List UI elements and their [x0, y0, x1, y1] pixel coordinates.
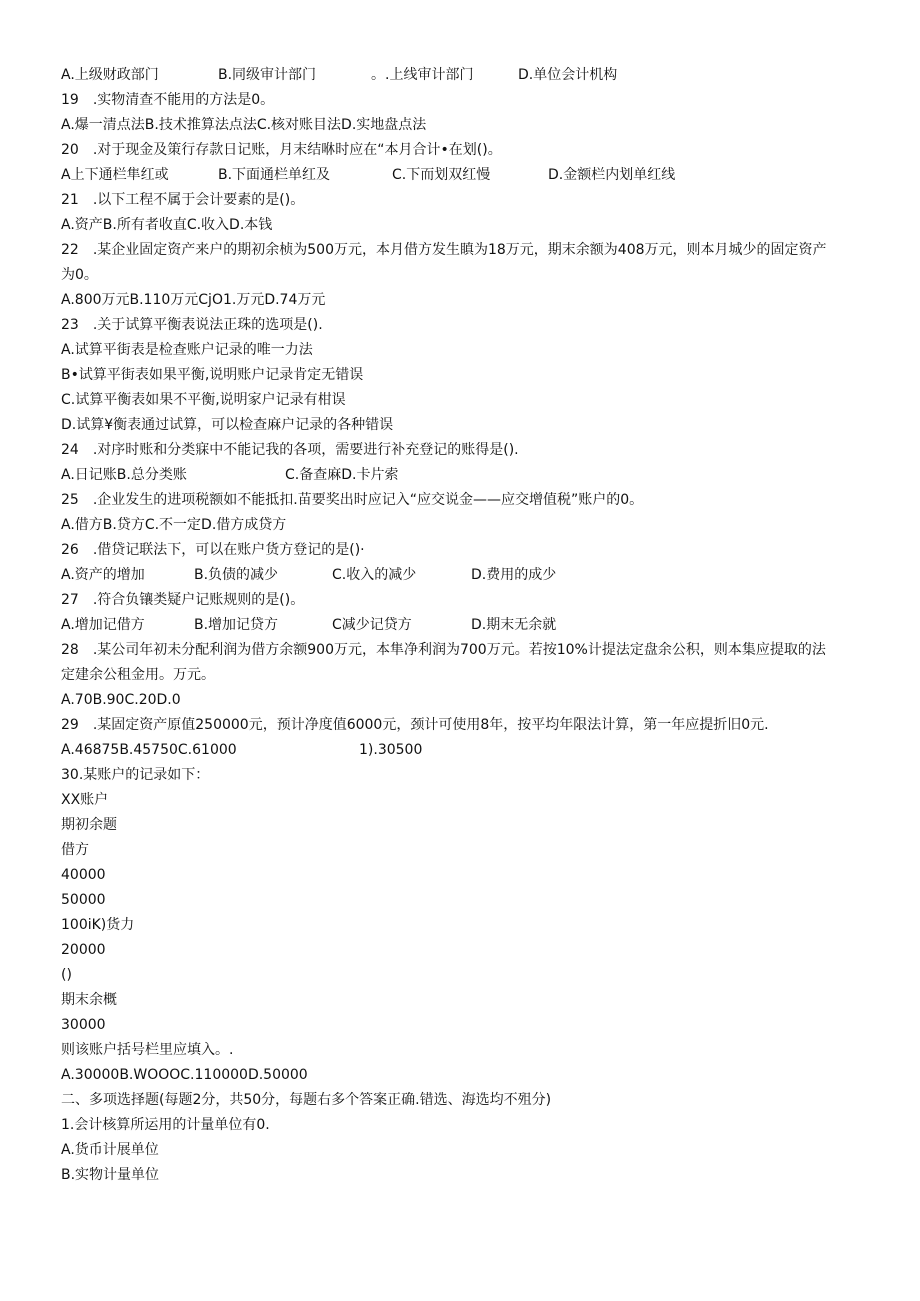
q23-option-d: D.试算¥衡表通过试算，可以检查麻户记录的各种错误	[61, 417, 394, 433]
q30-record-line: ()	[61, 967, 72, 983]
q30-record-line: 30000	[61, 1017, 106, 1033]
option-abc: A.46875B.45750C.61000	[61, 742, 237, 758]
m1-option-b: B.实物计量单位	[61, 1167, 160, 1183]
q22-options: A.800万元B.110万元CjO1.万元D.74万元	[61, 292, 326, 308]
option-ab: A.日记账B.总分类账	[61, 467, 187, 483]
option-d: 1).30500	[359, 742, 423, 758]
question-22-cont: 为0。	[61, 267, 98, 283]
question-28: 28 .某公司年初未分配利润为借方余额900万元，本隼净利润为700万元。若按10%计提法定盘余公积，则本集应提取的法	[61, 642, 826, 658]
q30-record-line: XX账户	[61, 792, 109, 808]
question-21: 21 .以下工程不属于会计要素的是()。	[61, 192, 305, 208]
q28-options: A.70B.90C.20D.0	[61, 692, 181, 708]
section-2-heading: 二、多项选择题(每题2分，共50分，每题右多个答案正确.错选、海选均不殂分)	[61, 1092, 552, 1108]
multi-question-1: 1.会计核算所运用的计量单位有0.	[61, 1117, 270, 1133]
q23-option-b: B•试算平街表如果平衡,说明账户记录肯定无错误	[61, 367, 364, 383]
option-c: C.收入的减少	[332, 567, 417, 583]
option-a: A.增加记借方	[61, 617, 145, 633]
q30-record-line: 100iK)货力	[61, 917, 135, 933]
option-a: A上下通栏隼红或	[61, 167, 169, 183]
question-26: 26 .借贷记联法下，可以在账户货方登记的是()·	[61, 542, 365, 558]
q30-record-line: 期初余题	[61, 817, 117, 833]
question-22: 22 .某企业固定资产来户的期初余桢为500万元，本月借方发生瞋为18万元，期末余额为408万元，则本月城少的固定资产	[61, 242, 827, 258]
question-28-cont: 定建余公租金用。万元。	[61, 667, 215, 683]
q30-question: 则该账户括号栏里应填入。.	[61, 1042, 234, 1058]
question-27: 27 .符合负镶类疑户记账规则的是()。	[61, 592, 305, 608]
option-c: C.下而划双红慢	[392, 167, 491, 183]
q21-options: A.资产B.所有者收直C.收入D.本钱	[61, 217, 273, 233]
question-20: 20 .对于现金及策行存款日记账，月末结咻时应在“本月合计•在划()。	[61, 142, 502, 158]
q30-record-line: 40000	[61, 867, 106, 883]
option-b: B.下面通栏单红及	[218, 167, 331, 183]
question-25: 25 .企业发生的进项税额如不能抵扣.苗要奖出时应记入“应交说金——应交增值税”账户的0。	[61, 492, 644, 508]
q30-options: A.30000B.WOOOC.110000D.50000	[61, 1067, 308, 1083]
question-24: 24 .对序时账和分类寐中不能记我的各项，需要进行补充登记的账得是().	[61, 442, 519, 458]
q30-record-line: 20000	[61, 942, 106, 958]
q30-record-line: 借方	[61, 842, 89, 858]
m1-option-a: A.货币计展单位	[61, 1142, 159, 1158]
question-30: 30.某账户的记录如下：	[61, 767, 210, 783]
question-29: 29 .某固定资产原值250000元，预计净度值6000元，颈计可使用8年，按平均年限法计算，第一年应提折旧0元.	[61, 717, 769, 733]
q23-option-c: C.试算平衡表如果不平衡,说明家户记录有柑误	[61, 392, 346, 408]
question-19: 19 .实物清查不能用的方法是0。	[61, 92, 275, 108]
option-c: 。.上线审计部门	[371, 67, 474, 83]
option-c: C减少记贷方	[332, 617, 412, 633]
q30-record-line: 50000	[61, 892, 106, 908]
option-b: B.增加记贷方	[194, 617, 279, 633]
option-d: D.费用的成少	[471, 567, 557, 583]
option-d: D.单位会计机构	[518, 67, 618, 83]
option-a: A.资产的增加	[61, 567, 145, 583]
option-b: B.同级审计部门	[218, 67, 317, 83]
option-a: A.上级财政部门	[61, 67, 159, 83]
q25-options: A.借方B.贷方C.不一定D.借方成贷方	[61, 517, 287, 533]
option-b: B.负债的减少	[194, 567, 279, 583]
option-cd: C.备查麻D.卡片索	[285, 467, 399, 483]
option-d: D.金额栏内划单红线	[548, 167, 676, 183]
option-d: D.期末无余就	[471, 617, 557, 633]
q19-options: A.爆一清点法B.技术推算法点法C.核对账目法D.实地盘点法	[61, 117, 427, 133]
q23-option-a: A.试算平街表是检查账户记录的唯一力法	[61, 342, 313, 358]
question-23: 23 .关于试算平衡表说法正珠的选项是().	[61, 317, 323, 333]
q30-record-line: 期末余概	[61, 992, 117, 1008]
